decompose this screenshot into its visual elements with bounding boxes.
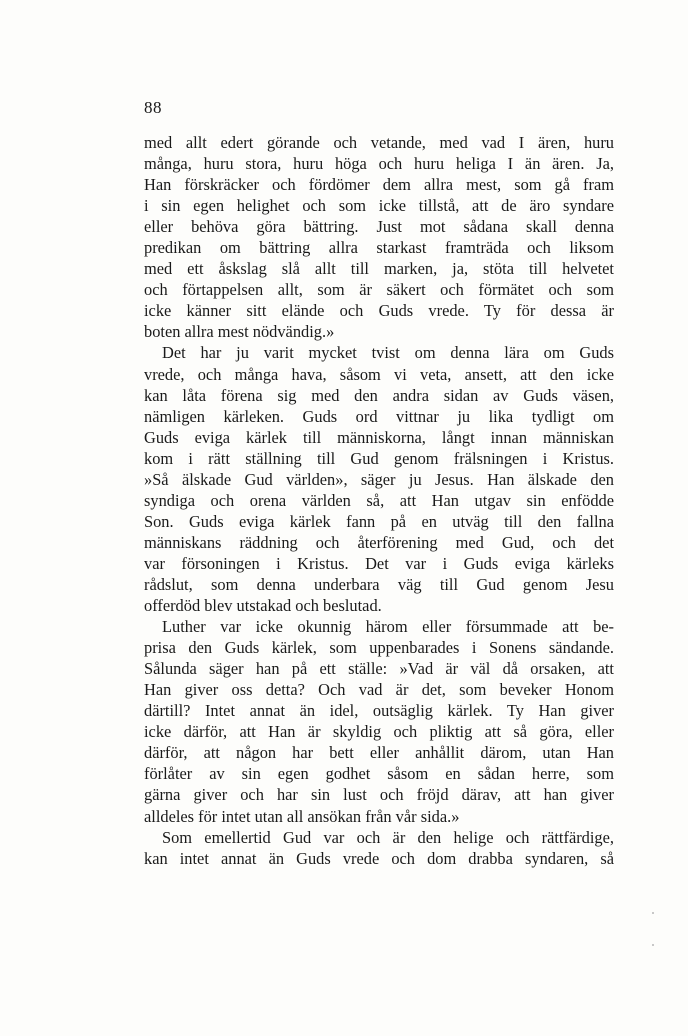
text-line: Sålunda säger han på ett ställe: »Vad är väl då orsaken, att <box>144 659 614 679</box>
scan-speck <box>652 912 654 914</box>
text-line: Guds eviga kärlek till människorna, långt innan människan <box>144 427 614 447</box>
text-line: många, huru stora, huru höga och huru heliga I än ären. Ja, <box>144 154 614 174</box>
text-line: Han förskräcker och fördömer dem allra mest, som gå fram <box>144 175 614 195</box>
text-line: nämligen kärleken. Guds ord vittnar ju lika tydligt om <box>144 406 614 426</box>
text-line: människans räddning och återförening med Gud, och det <box>144 532 614 552</box>
text-line: gärna giver och har sin lust och fröjd därav, att han giver <box>144 785 614 805</box>
paragraph-start: Det har ju varit mycket tvist om denna lära om Guds <box>162 343 614 363</box>
text-line: därför, att någon har bett eller anhållit därom, utan Han <box>144 743 614 763</box>
text-line: därtill? Intet annat än idel, outsäglig kärlek. Ty Han giver <box>144 701 614 721</box>
text-line: i sin egen helighet och som icke tillstå, att de äro syndare <box>144 196 614 216</box>
text-line: »Så älskade Gud världen», säger ju Jesus. Han älskade den <box>144 469 614 489</box>
text-line: syndiga och orena världen så, att Han utgav sin enfödde <box>144 490 614 510</box>
scan-speck <box>652 944 654 946</box>
text-line: icke därför, att Han är skyldig och pliktig att så göra, eller <box>144 722 614 742</box>
text-line: kan låta förena sig med den andra sidan av Guds väsen, <box>144 385 614 405</box>
text-line: kan intet annat än Guds vrede och dom drabba syndaren, så <box>144 848 614 868</box>
paragraph-start: Luther var icke okunnig härom eller försummade att be- <box>162 617 614 637</box>
text-line: alldeles för intet utan all ansökan från vår sida.» <box>144 806 460 826</box>
text-line: Son. Guds eviga kärlek fann på en utväg till den fallna <box>144 511 614 531</box>
text-line: vrede, och många hava, såsom vi veta, ansett, att den icke <box>144 364 614 384</box>
paragraph-start: Som emellertid Gud var och är den helige och rättfärdige, <box>162 827 614 847</box>
page-number: 88 <box>144 98 162 117</box>
text-line: med ett åskslag slå allt till marken, ja, stöta till helvetet <box>144 259 614 279</box>
text-line: var försoningen i Kristus. Det var i Guds eviga kärleks <box>144 553 614 573</box>
text-line: förlåter av sin egen godhet såsom en sådan herre, som <box>144 764 614 784</box>
text-line: med allt edert görande och vetande, med vad I ären, huru <box>144 133 614 152</box>
text-line: offerdöd blev utstakad och beslutad. <box>144 596 382 616</box>
body-text <box>144 132 614 869</box>
text-line: predikan om bättring allra starkast framträda och liksom <box>144 238 614 258</box>
text-line: icke känner sitt elände och Guds vrede. Ty för dessa är <box>144 301 614 321</box>
text-line: kom i rätt ställning till Gud genom frälsningen i Kristus. <box>144 448 614 468</box>
text-line: rådslut, som denna underbara väg till Gud genom Jesu <box>144 574 614 594</box>
text-line: boten allra mest nödvändig.» <box>144 322 335 342</box>
text-line: och förtappelsen allt, som är säkert och förmätet och som <box>144 280 614 300</box>
text-line: eller behöva göra bättring. Just mot sådana skall denna <box>144 217 614 237</box>
text-line: prisa den Guds kärlek, som uppenbarades i Sonens sändande. <box>144 638 614 658</box>
text-line: Han giver oss detta? Och vad är det, som beveker Honom <box>144 680 614 700</box>
